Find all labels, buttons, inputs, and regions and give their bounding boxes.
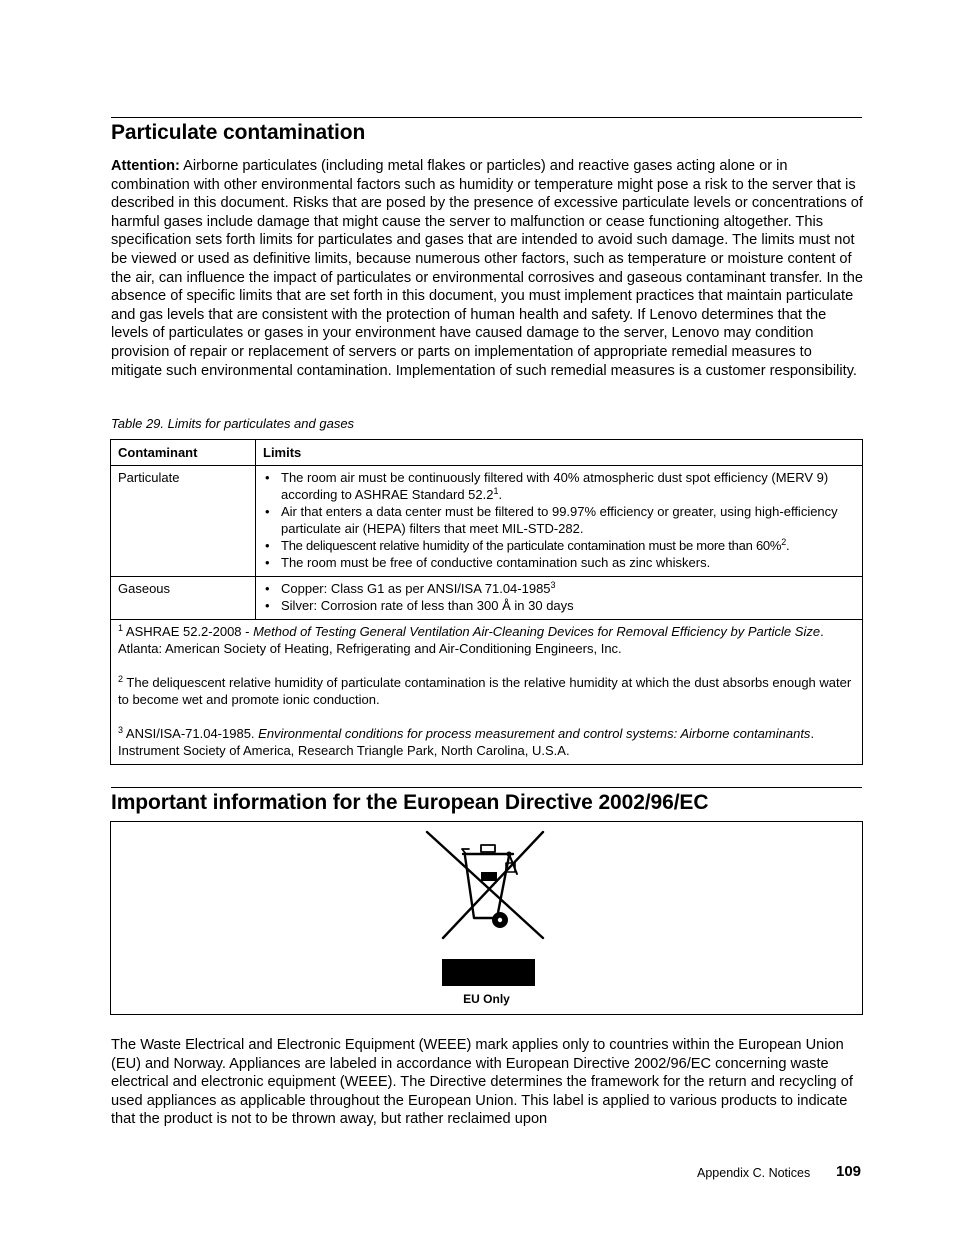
page-number: 109 [836, 1163, 862, 1180]
section-title-particulate: Particulate contamination [111, 121, 366, 144]
table-row-footnotes [111, 620, 863, 765]
gaseous-limits-list [263, 580, 855, 614]
header-contaminant: Contaminant [111, 440, 256, 466]
attention-text: Airborne particulates (including metal flakes or particles) and reactive gases acting alone or in combination with other environmental factors such as humidity or temperature might pose a risk to the server that is described in this document. Risks that are posed by the presence of excessive particulate levels or concentrations of harmful gases include damage that might cause the server to malfunction or cease functioning altogether. This specification sets forth limits for particulates and gases that are intended to avoid such damage. The limits must not be viewed or used as definitive limits, because numerous other factors, such as temperature or moisture content of the air, can influence the impact of particulates or environmental corrosives and gaseous contaminant transfer. In the absence of specific limits that are set forth in this document, you must implement practices that maintain particulate and gas levels that are consistent with the protection of human health and safety. If Lenovo determines that the levels of particulates or gases in your environment have caused damage to the server, Lenovo may condition provision of repair or replacement of servers or parts on implementation of appropriate remedial measures to mitigate such environmental contamination. Implementation of such remedial measures is a customer responsibility. [111, 158, 863, 379]
section2-top-rule [111, 787, 862, 788]
table-row-particulate [111, 466, 863, 577]
list-item: • Copper: Class G1 as per ANSI/ISA 71.04-1985$^3$ [263, 580, 855, 597]
attention-label: Attention: [111, 158, 180, 174]
header-limits: Limits [256, 440, 863, 466]
cell-particulate-label: Particulate [111, 466, 256, 577]
footnote-3: $^3$ ANSI/ISA-71.04-1985. Environmental conditions for process measurement and control systems: Airborne contaminants. Instrument Society of America, Research Triangle Park, North Carolina, U.S.A. [118, 725, 815, 758]
cell-gaseous-label: Gaseous [111, 577, 256, 620]
footer-text: Appendix C. Notices [697, 1166, 811, 1180]
list-item: • The room must be free of conductive contamination such as zinc whiskers. [263, 554, 855, 571]
cell-gaseous-limits [256, 577, 863, 620]
cell-footnotes [111, 620, 863, 765]
black-bar [442, 959, 535, 986]
footnote-2: $^2$ The deliquescent relative humidity of particulate contamination is the relative humidity at which the dust absorbs enough water to become wet and promote ionic conduction. [118, 674, 852, 707]
list-item: • Air that enters a data center must be filtered to 99.97% efficiency or greater, using high-efficiency particulate air (HEPA) filters that meet MIL-STD-282. [263, 503, 855, 537]
weee-mark-box [110, 821, 863, 1015]
table-row-gaseous [111, 577, 863, 620]
particulate-limits-list [263, 469, 855, 571]
eu-only-label: EU Only [463, 992, 510, 1006]
list-item: • The room air must be continuously filtered with 40% atmospheric dust spot efficiency (MERV 9) according to ASHRAE Standard 52.2$^1$. [263, 469, 855, 503]
attention-paragraph [111, 157, 863, 380]
table-caption: Table 29. Limits for particulates and gases [111, 416, 355, 431]
table-header-row [111, 440, 863, 466]
limits-table [110, 439, 863, 765]
section1-top-rule [111, 117, 862, 118]
list-item: • Silver: Corrosion rate of less than 300 Å in 30 days [263, 597, 855, 614]
weee-crossed-out-bin-icon [425, 830, 549, 942]
footnote-1: $^1$ ASHRAE 52.2-2008 - Method of Testing General Ventilation Air-Cleaning Devices for Removal Efficiency by Particle Size. Atlanta: American Society of Heating, Refrigerating and Air-Conditioning Engineers, Inc. [118, 623, 824, 656]
list-item: • The deliquescent relative humidity of the particulate contamination must be more than 60%$^2$. [263, 537, 855, 554]
section-title-european-directive: Important information for the European Directive 2002/96/EC [111, 791, 709, 814]
cell-particulate-limits [256, 466, 863, 577]
weee-paragraph: The Waste Electrical and Electronic Equipment (WEEE) mark applies only to countries within the European Union (EU) and Norway. Appliances are labeled in accordance with European Directive 2002/96/EC concerning waste electrical and electronic equipment (WEEE). The Directive determines the framework for the return and recycling of used appliances as applicable throughout the European Union. This label is applied to various products to indicate that the product is not to be thrown away, but rather reclaimed upon [111, 1037, 853, 1128]
